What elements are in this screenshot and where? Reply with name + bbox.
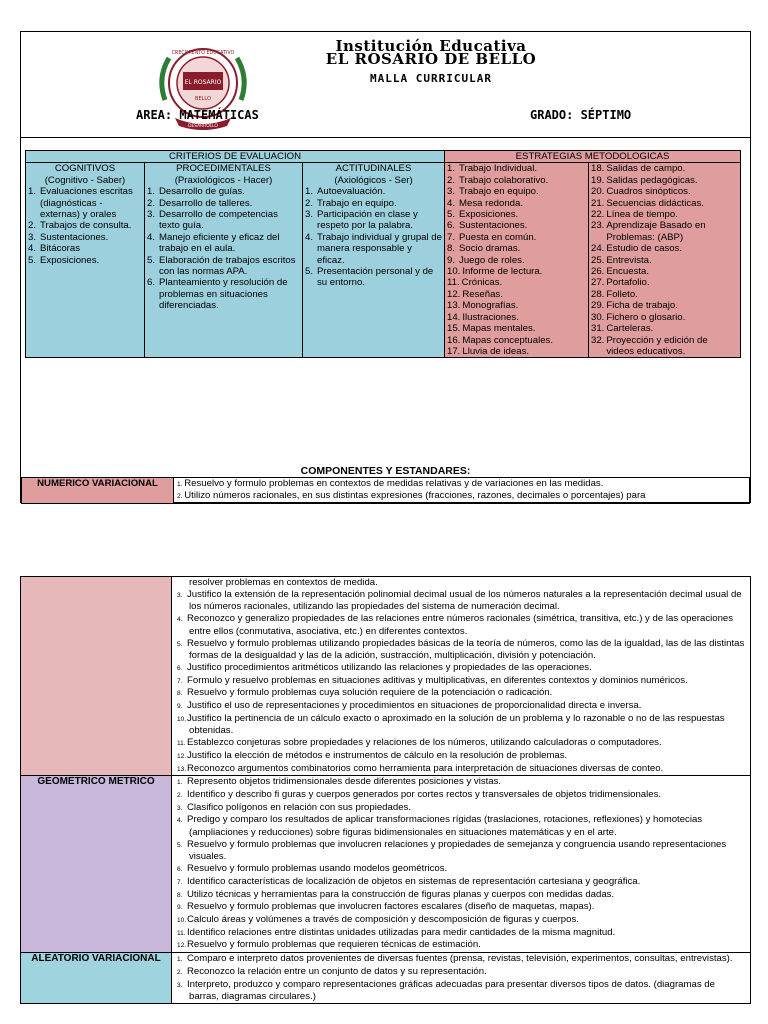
item-number: 5.: [447, 209, 456, 221]
item-number: 4.: [177, 616, 183, 624]
item-text: Secuencias didácticas.: [606, 197, 704, 209]
item-number: 17.: [447, 345, 461, 357]
item-text: Mapas conceptuales.: [462, 334, 554, 346]
item-number: 32.: [591, 334, 605, 346]
list-item: [147, 198, 300, 209]
item-text: Desarrollo de competencias texto guía.: [159, 209, 278, 232]
list-item: [175, 966, 747, 979]
item-text: Trabajo Individual.: [459, 163, 538, 175]
procedimentales-list: [147, 186, 300, 311]
item-text: Trabajo en equipo.: [459, 186, 539, 198]
item-number: 15.: [447, 323, 461, 335]
item-text: Desarrollo de guías.: [159, 186, 245, 198]
aleatorio-items: [172, 953, 751, 1004]
list-item: [591, 220, 738, 243]
item-number: 11.: [177, 929, 186, 937]
list-item: [447, 289, 586, 300]
list-item: [147, 255, 300, 278]
list-item: [175, 662, 747, 675]
item-text: Bitácoras: [40, 243, 80, 255]
list-item: [305, 209, 442, 232]
list-item: [175, 737, 747, 750]
item-text: Reconozco y generalizo propiedades de las relaciones entre números racionales (simétrica, transitiva, etc.) y de las operaciones entre ellos (conmutativa, asociativa, etc.) en diferentes contextos.: [187, 613, 734, 637]
item-text: Fichero o glosario.: [606, 311, 686, 323]
item-number: 1.: [147, 186, 156, 198]
item-number: 7.: [177, 677, 183, 685]
list-item: [28, 220, 142, 231]
item-text: Estudio de casos.: [606, 243, 683, 255]
list-item: [175, 901, 747, 914]
list-item: [447, 312, 586, 323]
item-text: Participación en clase y respeto por la palabra.: [317, 209, 418, 232]
numerico-label: NUMERICO VARIACIONAL: [22, 478, 174, 504]
item-number: 3.: [447, 186, 456, 198]
list-item: [175, 789, 747, 802]
item-text: Reconozco la relación entre un conjunto de datos y su representación.: [187, 965, 487, 977]
item-text: Predigo y comparo los resultados de aplicar transformaciones rígidas (traslaciones, rotaciones, reflexiones) y homotecias (ampliaciones y reducciones) sobre figuras bidimensionales en situaciones matemáticas y en el arte.: [187, 814, 703, 839]
list-item: [447, 163, 586, 174]
list-item: [175, 953, 747, 966]
item-number: 4.: [177, 817, 183, 825]
logo-bottom-text: BELLO: [195, 96, 211, 102]
list-item: [447, 335, 586, 346]
estrategias-col-1: [445, 163, 589, 358]
institution-line-2: EL ROSARIO DE BELLO: [325, 50, 537, 68]
item-text: Desarrollo de talleres.: [159, 197, 253, 209]
item-number: 1.: [305, 186, 314, 198]
list-item: [175, 802, 747, 815]
item-number: 30.: [591, 311, 605, 323]
list-item: [175, 876, 747, 889]
cognitivos-list: [28, 186, 142, 266]
item-number: 8.: [177, 891, 183, 899]
item-text: Justifico procedimientos aritméticos utilizando las relaciones y propiedades de las operaciones.: [187, 661, 592, 673]
item-number: 4.: [28, 243, 37, 255]
item-text: Interpreto, produzco y comparo representaciones gráficas adecuadas para presentar diversos tipos de datos. (diagramas de barras, diagramas circulares.): [187, 978, 715, 1003]
item-text: Justifico la pertinencia de un cálculo exacto o aproximado en la solución de un problema y lo razonable o no de las respuestas obtenidas.: [187, 712, 725, 737]
item-number: 13.: [177, 765, 187, 773]
list-item: [175, 675, 747, 688]
list-item: [175, 763, 747, 776]
item-text: Utilizo técnicas y herramientas para la construcción de figuras planas y cuerpos con medidas dadas.: [187, 888, 615, 900]
item-number: 1.: [28, 186, 37, 198]
document-title: MALLA CURRICULAR: [370, 72, 492, 85]
list-item: [447, 220, 586, 231]
item-number: 8.: [447, 243, 456, 255]
list-item: [591, 335, 738, 358]
list-item: [305, 186, 442, 197]
item-number: 13.: [447, 300, 461, 312]
item-number: 18.: [591, 163, 605, 175]
page-1: [20, 31, 751, 503]
item-number: 23.: [591, 220, 605, 232]
list-item: [147, 277, 300, 311]
item-number: 3.: [28, 231, 37, 243]
item-text: Resuelvo y formulo problemas utilizando propiedades básicas de la teoría de números, como las de la igualdad, las de las distintas formas de la desigualdad y las de la adición, sustracción, multiplicación, división y potenciación.: [187, 637, 745, 662]
item-text: Exposiciones.: [459, 209, 519, 221]
institution-name: [261, 37, 601, 68]
list-item: [147, 186, 300, 197]
list-item: [305, 266, 442, 289]
list-item: [177, 478, 746, 490]
item-text: Resuelvo y formulo problemas que involucren relaciones y propiedades de semejanza y congruencia usando representaciones visuales.: [187, 838, 727, 863]
item-text: Resuelvo y formulo problemas cuya solución requiere de la potenciación o radicación.: [187, 687, 553, 699]
item-text: Trabajo colaborativo.: [459, 174, 549, 186]
cognitivos-cell: [26, 163, 145, 358]
item-number: 12.: [447, 288, 461, 300]
list-item: [175, 687, 747, 700]
item-number: 16.: [447, 334, 461, 346]
item-text: Cuadros sinópticos.: [606, 186, 691, 198]
list-item: [147, 232, 300, 255]
aleatorio-label: ALEATORIO VARIACIONAL: [21, 953, 172, 1004]
grado-label: GRADO: SÉPTIMO: [530, 108, 632, 122]
item-text: Resuelvo y formulo problemas que requieren técnicas de estimación.: [187, 939, 481, 951]
item-number: 3.: [177, 804, 183, 812]
list-item: [591, 243, 738, 254]
item-text: Ficha de trabajo.: [606, 300, 678, 312]
list-item: [447, 186, 586, 197]
geometrico-items: [172, 776, 751, 953]
logo-top-text: CRECIMIENTO EDUCATIVO: [171, 51, 235, 56]
item-number: 3.: [305, 209, 314, 221]
item-text: Represento objetos tridimensionales desde diferentes posiciones y vistas.: [187, 776, 502, 788]
list-item: [591, 277, 738, 288]
item-text: Portafolio.: [606, 277, 650, 289]
list-item: [591, 186, 738, 197]
item-text: Presentación personal y de su entorno.: [317, 266, 434, 289]
list-item: [175, 927, 747, 940]
componentes-table-page-2: [20, 576, 751, 1004]
item-number: 2.: [177, 791, 183, 799]
item-text: Justifico la elección de métodos e instrumentos de cálculo en la resolución de problemas.: [187, 749, 568, 761]
criterios-title: CRITERIOS DE EVALUACION: [26, 151, 445, 163]
estrategias-col-2: [589, 163, 741, 358]
item-number: 3.: [147, 209, 156, 221]
list-item: [591, 255, 738, 266]
logo-mid-text: EL ROSARIO: [184, 79, 222, 86]
item-text: Monografías.: [462, 300, 519, 312]
item-number: 20.: [591, 186, 605, 198]
list-item: [447, 300, 586, 311]
item-text: Salidas pedagógicas.: [606, 174, 698, 186]
item-number: 11.: [447, 277, 460, 289]
list-item: [447, 198, 586, 209]
item-number: 1.: [177, 481, 185, 488]
item-text: Sustentaciones.: [459, 220, 528, 232]
item-number: 5.: [177, 841, 183, 849]
item-number: 4.: [147, 231, 156, 243]
numerico-items-page-1: [174, 478, 750, 504]
item-text: Resuelvo y formulo problemas usando modelos geométricos.: [187, 863, 448, 875]
actitudinales-cell: [303, 163, 445, 358]
item-text: Crónicas.: [461, 277, 503, 289]
item-text: Resuelvo y formulo problemas que involucren factores escalares (diseño de maquetas, mapas).: [187, 901, 595, 913]
list-item: [447, 232, 586, 243]
item-text: Comparo e interpreto datos provenientes de diversas fuentes (prensa, revistas, televisión, experimentos, consultas, entrevistas).: [187, 953, 733, 965]
criterios-table: [25, 150, 741, 358]
item-text: Puesta en común.: [459, 231, 537, 243]
item-text: Juego de roles.: [459, 254, 525, 266]
item-number: 6.: [147, 277, 156, 289]
item-number: 25.: [591, 254, 605, 266]
item-text: Manejo eficiente y eficaz del trabajo en el aula.: [159, 231, 280, 255]
item-text: Socio dramas.: [459, 243, 521, 255]
item-text: Justifico el uso de representaciones y procedimientos en situaciones de proporcionalidad directa e inversa.: [187, 700, 642, 712]
list-item: [175, 979, 747, 1003]
list-item: [175, 814, 747, 838]
item-text: Exposiciones.: [40, 254, 100, 266]
item-text: Reseñas.: [462, 288, 503, 300]
item-text: Identifico relaciones entre distintas unidades utilizadas para medir cantidades de la misma magnitud.: [187, 926, 616, 938]
item-text: Entrevista.: [606, 254, 652, 266]
item-text: Encuesta.: [606, 266, 650, 278]
list-item: [591, 323, 738, 334]
list-item: [305, 232, 442, 266]
estrategias-list-2: [591, 163, 738, 357]
item-number: 5.: [28, 254, 37, 266]
item-number: 3.: [177, 981, 183, 989]
list-item: [175, 914, 747, 927]
item-number: 3.: [177, 591, 183, 599]
list-item: [28, 232, 142, 243]
list-item: [175, 839, 747, 863]
item-number: 10.: [177, 715, 187, 723]
procedimentales-cell: [145, 163, 303, 358]
list-item: [147, 209, 300, 232]
item-text: Trabajo en equipo.: [317, 197, 397, 209]
item-number: 9.: [447, 254, 456, 266]
list-item: resolver problemas en contextos de medida.: [189, 577, 378, 588]
list-item: [175, 638, 747, 662]
item-number: 5.: [147, 254, 156, 266]
estrategias-list-1: [447, 163, 586, 357]
item-number: 22.: [591, 209, 605, 221]
item-text: Formulo y resuelvo problemas en situaciones aditivas y multiplicativas, en diferentes contextos y dominios numéricos.: [187, 674, 688, 686]
item-text: Establezco conjeturas sobre propiedades y relaciones de los números, utilizando calculadoras o computadores.: [187, 737, 662, 749]
item-number: 11.: [177, 740, 186, 748]
item-text: Autoevaluación.: [317, 186, 386, 198]
item-text: Línea de tiempo.: [606, 209, 678, 221]
item-text: Informe de lectura.: [462, 266, 543, 278]
item-number: 31.: [591, 323, 605, 335]
list-item: [175, 889, 747, 902]
item-number: 2.: [447, 174, 456, 186]
list-item: [591, 198, 738, 209]
estrategias-title: ESTRATEGIAS METODOLOGICAS: [445, 151, 741, 163]
list-item: [447, 346, 586, 357]
list-item: [28, 243, 142, 254]
actitudinales-list: [305, 186, 442, 289]
item-number: 2.: [177, 493, 185, 501]
list-item: [447, 243, 586, 254]
logo-ribbon-text: DESARROLLO: [188, 124, 218, 129]
item-text: Folleto.: [606, 288, 638, 300]
item-text: Lluvia de ideas.: [462, 345, 530, 357]
list-item: [175, 589, 747, 613]
item-number: 6.: [177, 866, 183, 874]
list-item: [175, 613, 747, 637]
item-text: Evaluaciones escritas (diagnósticas - externas) y orales: [40, 186, 133, 221]
list-item: [591, 289, 738, 300]
item-number: 24.: [591, 243, 605, 255]
item-text: Clasifico polígonos en relación con sus propiedades.: [187, 801, 411, 813]
item-text: Elaboración de trabajos escritos con las normas APA.: [159, 254, 296, 278]
actitudinales-subheader: (Axiológicos - Ser): [334, 174, 413, 186]
list-item: [591, 175, 738, 186]
list-item: [175, 700, 747, 713]
list-item: [591, 312, 738, 323]
item-text: Resuelvo y formulo problemas en contextos de medidas relativas y de variaciones en las medidas.: [184, 478, 604, 489]
list-item: [447, 255, 586, 266]
item-number: 6.: [447, 220, 456, 232]
item-number: 10.: [177, 916, 187, 924]
list-item: [175, 750, 747, 763]
item-text: Proyección y edición de videos educativos.: [606, 334, 708, 357]
item-text: Mapas mentales.: [462, 323, 536, 335]
item-text: Trabajos de consulta.: [40, 220, 132, 232]
numerico-table-page-1: [21, 477, 750, 504]
list-item: [305, 198, 442, 209]
item-text: Planteamiento y resolución de problemas en situaciones diferenciadas.: [159, 277, 288, 312]
item-number: 2.: [28, 220, 37, 232]
item-text: Utilizo números racionales, en sus distintas expresiones (fracciones, razones, decimales o porcentajes) para: [184, 490, 646, 502]
item-number: 12.: [177, 752, 187, 760]
item-text: Reconozco argumentos combinatorios como herramienta para interpretación de situaciones diversas de conteo.: [187, 762, 664, 774]
list-item: [591, 163, 738, 174]
list-item: [447, 175, 586, 186]
list-item: [175, 713, 747, 737]
cognitivos-header: COGNITIVOS: [54, 163, 116, 175]
item-number: 1.: [177, 956, 183, 964]
item-text: Sustentaciones.: [40, 231, 109, 243]
list-item: [28, 186, 142, 220]
item-number: 8.: [177, 690, 183, 698]
cognitivos-subheader: (Cognitivo - Saber): [44, 174, 126, 186]
item-number: 10.: [447, 266, 461, 278]
list-item: [28, 255, 142, 266]
item-number: 14.: [447, 311, 461, 323]
item-number: 2.: [177, 968, 183, 976]
item-text: Ilustraciones.: [462, 311, 519, 323]
numerico-items-page-2: [172, 577, 751, 776]
list-item: [591, 266, 738, 277]
item-number: 9.: [177, 703, 183, 711]
list-item: [591, 209, 738, 220]
item-number: 2.: [147, 197, 156, 209]
numerico-label-continued: [21, 577, 172, 776]
list-item: [177, 490, 746, 502]
item-number: 9.: [177, 904, 183, 912]
item-number: 5.: [177, 640, 183, 648]
actitudinales-header: ACTITUDINALES: [335, 163, 412, 175]
list-item: [447, 277, 586, 288]
item-number: 26.: [591, 266, 605, 278]
item-number: 19.: [591, 174, 605, 186]
item-number: 1.: [447, 163, 456, 175]
area-label: AREA: MATEMÁTICAS: [136, 108, 259, 122]
list-item: [175, 939, 747, 952]
item-number: 1.: [177, 779, 183, 787]
procedimentales-header: PROCEDIMENTALES: [176, 163, 271, 175]
item-text: Trabajo individual y grupal de manera responsable y eficaz.: [317, 231, 442, 266]
item-number: 7.: [447, 231, 456, 243]
item-number: 6.: [177, 664, 183, 672]
item-number: 21.: [591, 197, 605, 209]
item-number: 12.: [177, 942, 187, 950]
item-text: Mesa redonda.: [459, 197, 524, 209]
list-item: [447, 323, 586, 334]
list-item: [591, 300, 738, 311]
item-text: Aprendizaje Basado en Problemas: (ABP): [606, 220, 706, 243]
item-number: 28.: [591, 288, 605, 300]
procedimentales-subheader: (Praxiológicos - Hacer): [174, 174, 273, 186]
item-number: 29.: [591, 300, 605, 312]
list-item: [447, 266, 586, 277]
item-number: 4.: [305, 231, 314, 243]
item-number: 27.: [591, 277, 605, 289]
list-item: [175, 863, 747, 876]
item-text: Identifico y describo fi guras y cuerpos generados por cortes rectos y transversales de objetos tridimensionales.: [187, 788, 662, 800]
list-item: [175, 776, 747, 789]
item-text: Carteleras.: [606, 323, 654, 335]
item-text: Identifico características de localización de objetos en sistemas de representación cartesiana y geográfica.: [187, 875, 641, 887]
item-number: 7.: [177, 878, 183, 886]
item-number: 2.: [305, 197, 314, 209]
item-number: 4.: [447, 197, 456, 209]
header-divider: [21, 137, 750, 138]
item-number: 5.: [305, 266, 314, 278]
item-text: Calculo áreas y volúmenes a través de composición y descomposición de figuras y cuerpos.: [187, 913, 579, 925]
institution-line-1: Institución Educativa: [335, 37, 527, 55]
geometrico-label: GEOMETRICO METRICO: [21, 776, 172, 953]
componentes-title: COMPONENTES Y ESTANDARES:: [300, 465, 471, 477]
item-text: Salidas de campo.: [606, 163, 686, 175]
list-item: [447, 209, 586, 220]
item-text: Justifico la extensión de la representación polinomial decimal usual de los números naturales a la representación decimal usual de los números racionales, utilizando las propiedades del sistema de numeración decimal.: [187, 588, 742, 613]
